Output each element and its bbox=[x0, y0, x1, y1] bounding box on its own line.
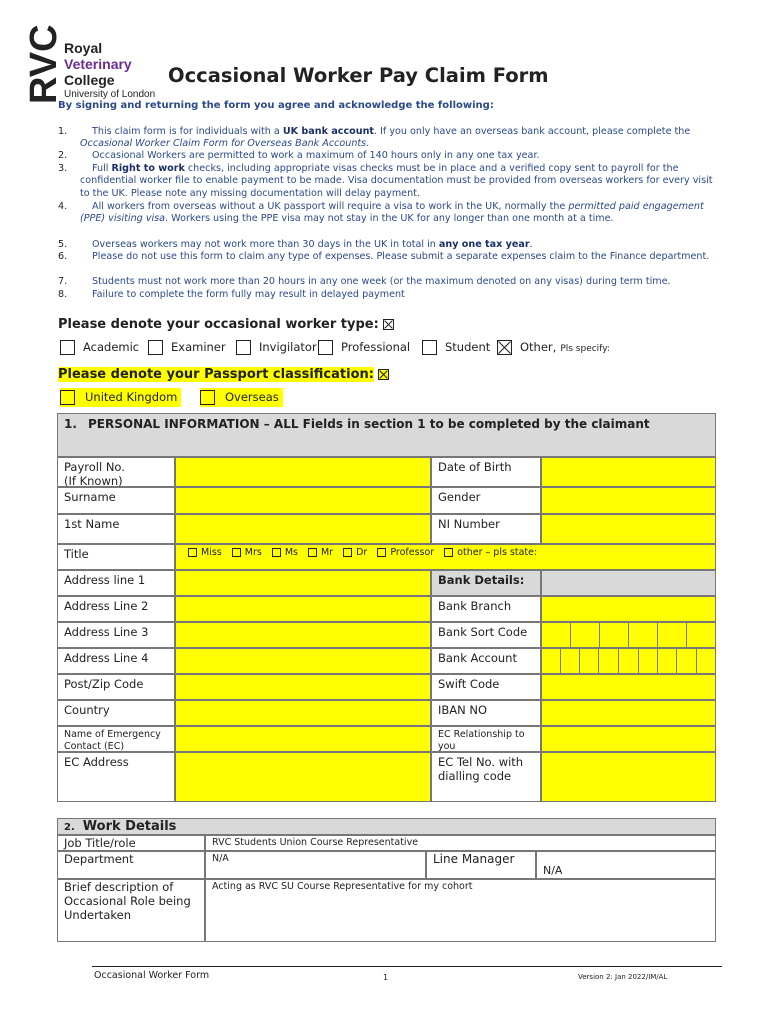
field-label: Address Line 3 bbox=[57, 622, 175, 648]
field-label: Gender bbox=[431, 487, 541, 514]
rule-number: 7. bbox=[58, 276, 68, 287]
department-value[interactable]: N/A bbox=[205, 851, 426, 879]
checkbox-icon[interactable] bbox=[343, 548, 352, 557]
passport-heading: Please denote your Passport classification: bbox=[58, 367, 389, 382]
page-title: Occasional Worker Pay Claim Form bbox=[168, 64, 549, 87]
rule-text-part: All workers from overseas without a UK passport will require a visa to work in the UK, normally the bbox=[92, 201, 569, 212]
field-input[interactable] bbox=[175, 487, 431, 514]
heading-checkbox-icon bbox=[383, 319, 394, 330]
rule-text bbox=[80, 289, 720, 301]
field-label: Country bbox=[57, 700, 175, 726]
personal-information-table bbox=[57, 413, 716, 808]
field-input[interactable] bbox=[175, 700, 431, 726]
digit-box-divider bbox=[657, 649, 658, 673]
rule-number: 8. bbox=[58, 289, 68, 300]
rule-text bbox=[80, 251, 720, 263]
field-input[interactable] bbox=[541, 514, 716, 544]
worker-type-label: Examiner bbox=[171, 340, 226, 354]
rule-text-part: Overseas workers may not work more than 30 days in the UK in total in bbox=[92, 239, 439, 250]
digit-box-divider bbox=[598, 649, 599, 673]
rule-text-part: . If you only have an overseas bank account, please complete the bbox=[374, 126, 691, 137]
digit-box-divider bbox=[696, 649, 697, 673]
rule-text-part: permitted paid engagement (PPE) visiting visa bbox=[80, 201, 704, 225]
work-details-table bbox=[57, 818, 716, 942]
logo-college: College bbox=[64, 72, 115, 88]
field-label: Address Line 4 bbox=[57, 648, 175, 674]
field-label: EC Tel No. with dialling code bbox=[431, 752, 541, 802]
rule-number: 6. bbox=[58, 251, 68, 262]
rule-text-part: . Workers using the PPE visa may not stay in the UK for any longer than one month at a time. bbox=[165, 213, 614, 225]
checkbox-icon[interactable] bbox=[188, 548, 197, 557]
checkbox-icon[interactable] bbox=[236, 340, 251, 355]
line-manager-value[interactable]: N/A bbox=[536, 851, 716, 879]
checkbox-icon[interactable] bbox=[377, 548, 386, 557]
checkbox-icon[interactable] bbox=[148, 340, 163, 355]
digit-box-divider bbox=[686, 623, 687, 647]
rule-text bbox=[80, 163, 720, 200]
field-input[interactable] bbox=[175, 726, 431, 752]
worker-type-option[interactable] bbox=[236, 340, 317, 355]
rule-text-part: Right to work bbox=[111, 163, 185, 174]
worker-type-label: Student bbox=[445, 340, 491, 354]
digit-box-divider bbox=[628, 623, 629, 647]
field-label: NI Number bbox=[431, 514, 541, 544]
field-label: Bank Account bbox=[431, 648, 541, 674]
checkbox-icon[interactable] bbox=[318, 340, 333, 355]
worker-type-label: Academic bbox=[83, 340, 140, 354]
footer-page-number: 1 bbox=[383, 973, 389, 982]
checkbox-icon[interactable] bbox=[422, 340, 437, 355]
department-label: Department bbox=[57, 851, 205, 879]
rule-text-part: Occasional Workers are permitted to work a maximum of 140 hours only in any one tax year. bbox=[92, 150, 540, 161]
job-title-label: Job Title/role bbox=[57, 835, 205, 851]
passport-overseas-option[interactable]: Overseas bbox=[200, 388, 283, 407]
rule-text-part: UK bank account bbox=[282, 126, 374, 137]
field-input[interactable] bbox=[175, 622, 431, 648]
heading-checkbox-icon bbox=[378, 369, 389, 380]
field-label: Payroll No. (If Known) bbox=[57, 457, 175, 487]
field-input[interactable] bbox=[541, 700, 716, 726]
checked-checkbox-icon[interactable] bbox=[497, 340, 512, 355]
rule-text-part: checks, including appropriate visas checks must be in place and a verified copy sent to payroll for the confidential worker file to enable payment to be made. Visa documentation must be provided from overseas workers for every visit to the UK. Please note any missing documentation will delay payment. bbox=[80, 163, 713, 199]
intro-text: By signing and returning the form you agree and acknowledge the following: bbox=[58, 100, 494, 111]
digit-box-divider bbox=[560, 649, 561, 673]
field-label: Bank Details: bbox=[431, 570, 541, 596]
worker-type-heading: Please denote your occasional worker type: bbox=[58, 317, 394, 332]
title-option-label: Dr bbox=[356, 547, 368, 558]
checkbox-icon[interactable] bbox=[200, 390, 215, 405]
field-label: Bank Branch bbox=[431, 596, 541, 622]
field-label: Surname bbox=[57, 487, 175, 514]
field-label: Title bbox=[57, 544, 175, 570]
other-specify-note: Pls specify: bbox=[560, 344, 610, 354]
footer-version: Version 2: Jan 2022/IM/AL bbox=[578, 973, 668, 981]
field-input[interactable] bbox=[175, 752, 431, 802]
rule-text-part: . bbox=[366, 138, 370, 150]
worker-type-label: Professional bbox=[341, 340, 411, 354]
field-input[interactable] bbox=[541, 622, 716, 648]
field-input[interactable] bbox=[541, 596, 716, 622]
footer-form-name: Occasional Worker Form bbox=[94, 970, 210, 981]
field-label: Swift Code bbox=[431, 674, 541, 700]
digit-box-divider bbox=[676, 649, 677, 673]
svg-text:RVC: RVC bbox=[23, 24, 65, 104]
field-label: Address line 1 bbox=[57, 570, 175, 596]
worker-type-option[interactable] bbox=[318, 340, 410, 355]
rule-number: 2. bbox=[58, 150, 68, 161]
role-description-label: Brief description of Occasional Role being Undertaken bbox=[57, 879, 205, 942]
worker-type-label: Other, bbox=[520, 340, 557, 354]
title-option-label: Miss bbox=[201, 547, 222, 558]
field-label: Bank Sort Code bbox=[431, 622, 541, 648]
rule-text bbox=[80, 201, 720, 226]
rule-number: 5. bbox=[58, 239, 68, 250]
field-label: IBAN NO bbox=[431, 700, 541, 726]
field-label: 1st Name bbox=[57, 514, 175, 544]
rule-text-part: Failure to complete the form fully may result in delayed payment bbox=[92, 289, 405, 300]
rule-number: 4. bbox=[58, 201, 68, 212]
rule-text-part: Occasional Worker Claim Form for Overseas Bank Accounts bbox=[80, 138, 367, 150]
rule-number: 1. bbox=[58, 126, 68, 137]
checkbox-icon[interactable] bbox=[444, 548, 453, 557]
title-option-label: Mrs bbox=[244, 547, 262, 558]
rule-text bbox=[80, 239, 720, 251]
rule-text bbox=[80, 126, 720, 151]
rule-text-part: Students must not work more than 20 hours in any one week (or the maximum denoted on any visas) during term time. bbox=[92, 276, 671, 287]
rule-text-part: Full bbox=[92, 163, 112, 174]
field-label: EC Relationship to you bbox=[431, 726, 541, 752]
field-input[interactable] bbox=[175, 648, 431, 674]
rule-text-part: This claim form is for individuals with a bbox=[92, 126, 283, 137]
checkbox-icon[interactable] bbox=[232, 548, 241, 557]
rule-text-part: . bbox=[529, 239, 533, 250]
digit-box-divider bbox=[579, 649, 580, 673]
title-option-label: Professor bbox=[390, 547, 435, 558]
field-input[interactable] bbox=[541, 726, 716, 752]
digit-box-divider bbox=[599, 623, 600, 647]
digit-box-divider bbox=[657, 623, 658, 647]
worker-type-option[interactable] bbox=[422, 340, 490, 355]
checkbox-icon[interactable] bbox=[308, 548, 317, 557]
title-option-label: other – pls state: bbox=[457, 547, 538, 558]
title-option-label: Mr bbox=[320, 547, 334, 558]
worker-type-option[interactable] bbox=[497, 340, 610, 355]
field-label: Post/Zip Code bbox=[57, 674, 175, 700]
field-label: Name of Emergency Contact (EC) bbox=[57, 726, 175, 752]
section2-header: 2. Work Details bbox=[57, 818, 716, 835]
field-input[interactable] bbox=[175, 457, 431, 487]
field-input[interactable] bbox=[175, 596, 431, 622]
digit-box-divider bbox=[638, 649, 639, 673]
section1-header: 1. PERSONAL INFORMATION – ALL Fields in section 1 to be completed by the claimant bbox=[57, 413, 716, 457]
field-input[interactable] bbox=[175, 570, 431, 596]
logo-veterinary: Veterinary bbox=[64, 56, 132, 72]
title-option-label: Ms bbox=[284, 547, 298, 558]
field-input[interactable] bbox=[541, 648, 716, 674]
rule-text-part: Please do not use this form to claim any type of expenses. Please submit a separate expenses claim to the Finance department. bbox=[92, 251, 710, 262]
worker-type-label: Invigilator bbox=[259, 340, 317, 354]
field-input[interactable] bbox=[541, 752, 716, 802]
passport-uk-option[interactable]: United Kingdom bbox=[60, 388, 181, 407]
footer-rule bbox=[92, 966, 722, 967]
role-description-value[interactable]: Acting as RVC SU Course Representative for my cohort bbox=[205, 879, 716, 942]
field-input[interactable] bbox=[541, 457, 716, 487]
logo-university: University of London bbox=[64, 89, 156, 100]
title-options bbox=[184, 547, 707, 558]
checkbox-icon[interactable] bbox=[272, 548, 281, 557]
title-field[interactable] bbox=[175, 544, 716, 570]
rule-text bbox=[80, 150, 720, 162]
field-input[interactable] bbox=[175, 514, 431, 544]
worker-type-option[interactable] bbox=[148, 340, 226, 355]
line-manager-label: Line Manager bbox=[426, 851, 536, 879]
field-label: EC Address bbox=[57, 752, 175, 802]
field-input bbox=[541, 570, 716, 596]
rvc-logo-mark bbox=[23, 24, 65, 106]
field-input[interactable] bbox=[541, 487, 716, 514]
digit-box-divider bbox=[618, 649, 619, 673]
worker-type-option[interactable] bbox=[60, 340, 139, 355]
field-input[interactable] bbox=[541, 674, 716, 700]
rule-number: 3. bbox=[58, 163, 68, 174]
job-title-value[interactable]: RVC Students Union Course Representative bbox=[205, 835, 716, 851]
rule-text bbox=[80, 276, 720, 288]
field-label: Address Line 2 bbox=[57, 596, 175, 622]
rule-text-part: any one tax year bbox=[438, 239, 530, 250]
checkbox-icon[interactable] bbox=[60, 390, 75, 405]
field-label: Date of Birth bbox=[431, 457, 541, 487]
digit-box-divider bbox=[570, 623, 571, 647]
checkbox-icon[interactable] bbox=[60, 340, 75, 355]
field-input[interactable] bbox=[175, 674, 431, 700]
logo-royal: Royal bbox=[64, 40, 103, 56]
